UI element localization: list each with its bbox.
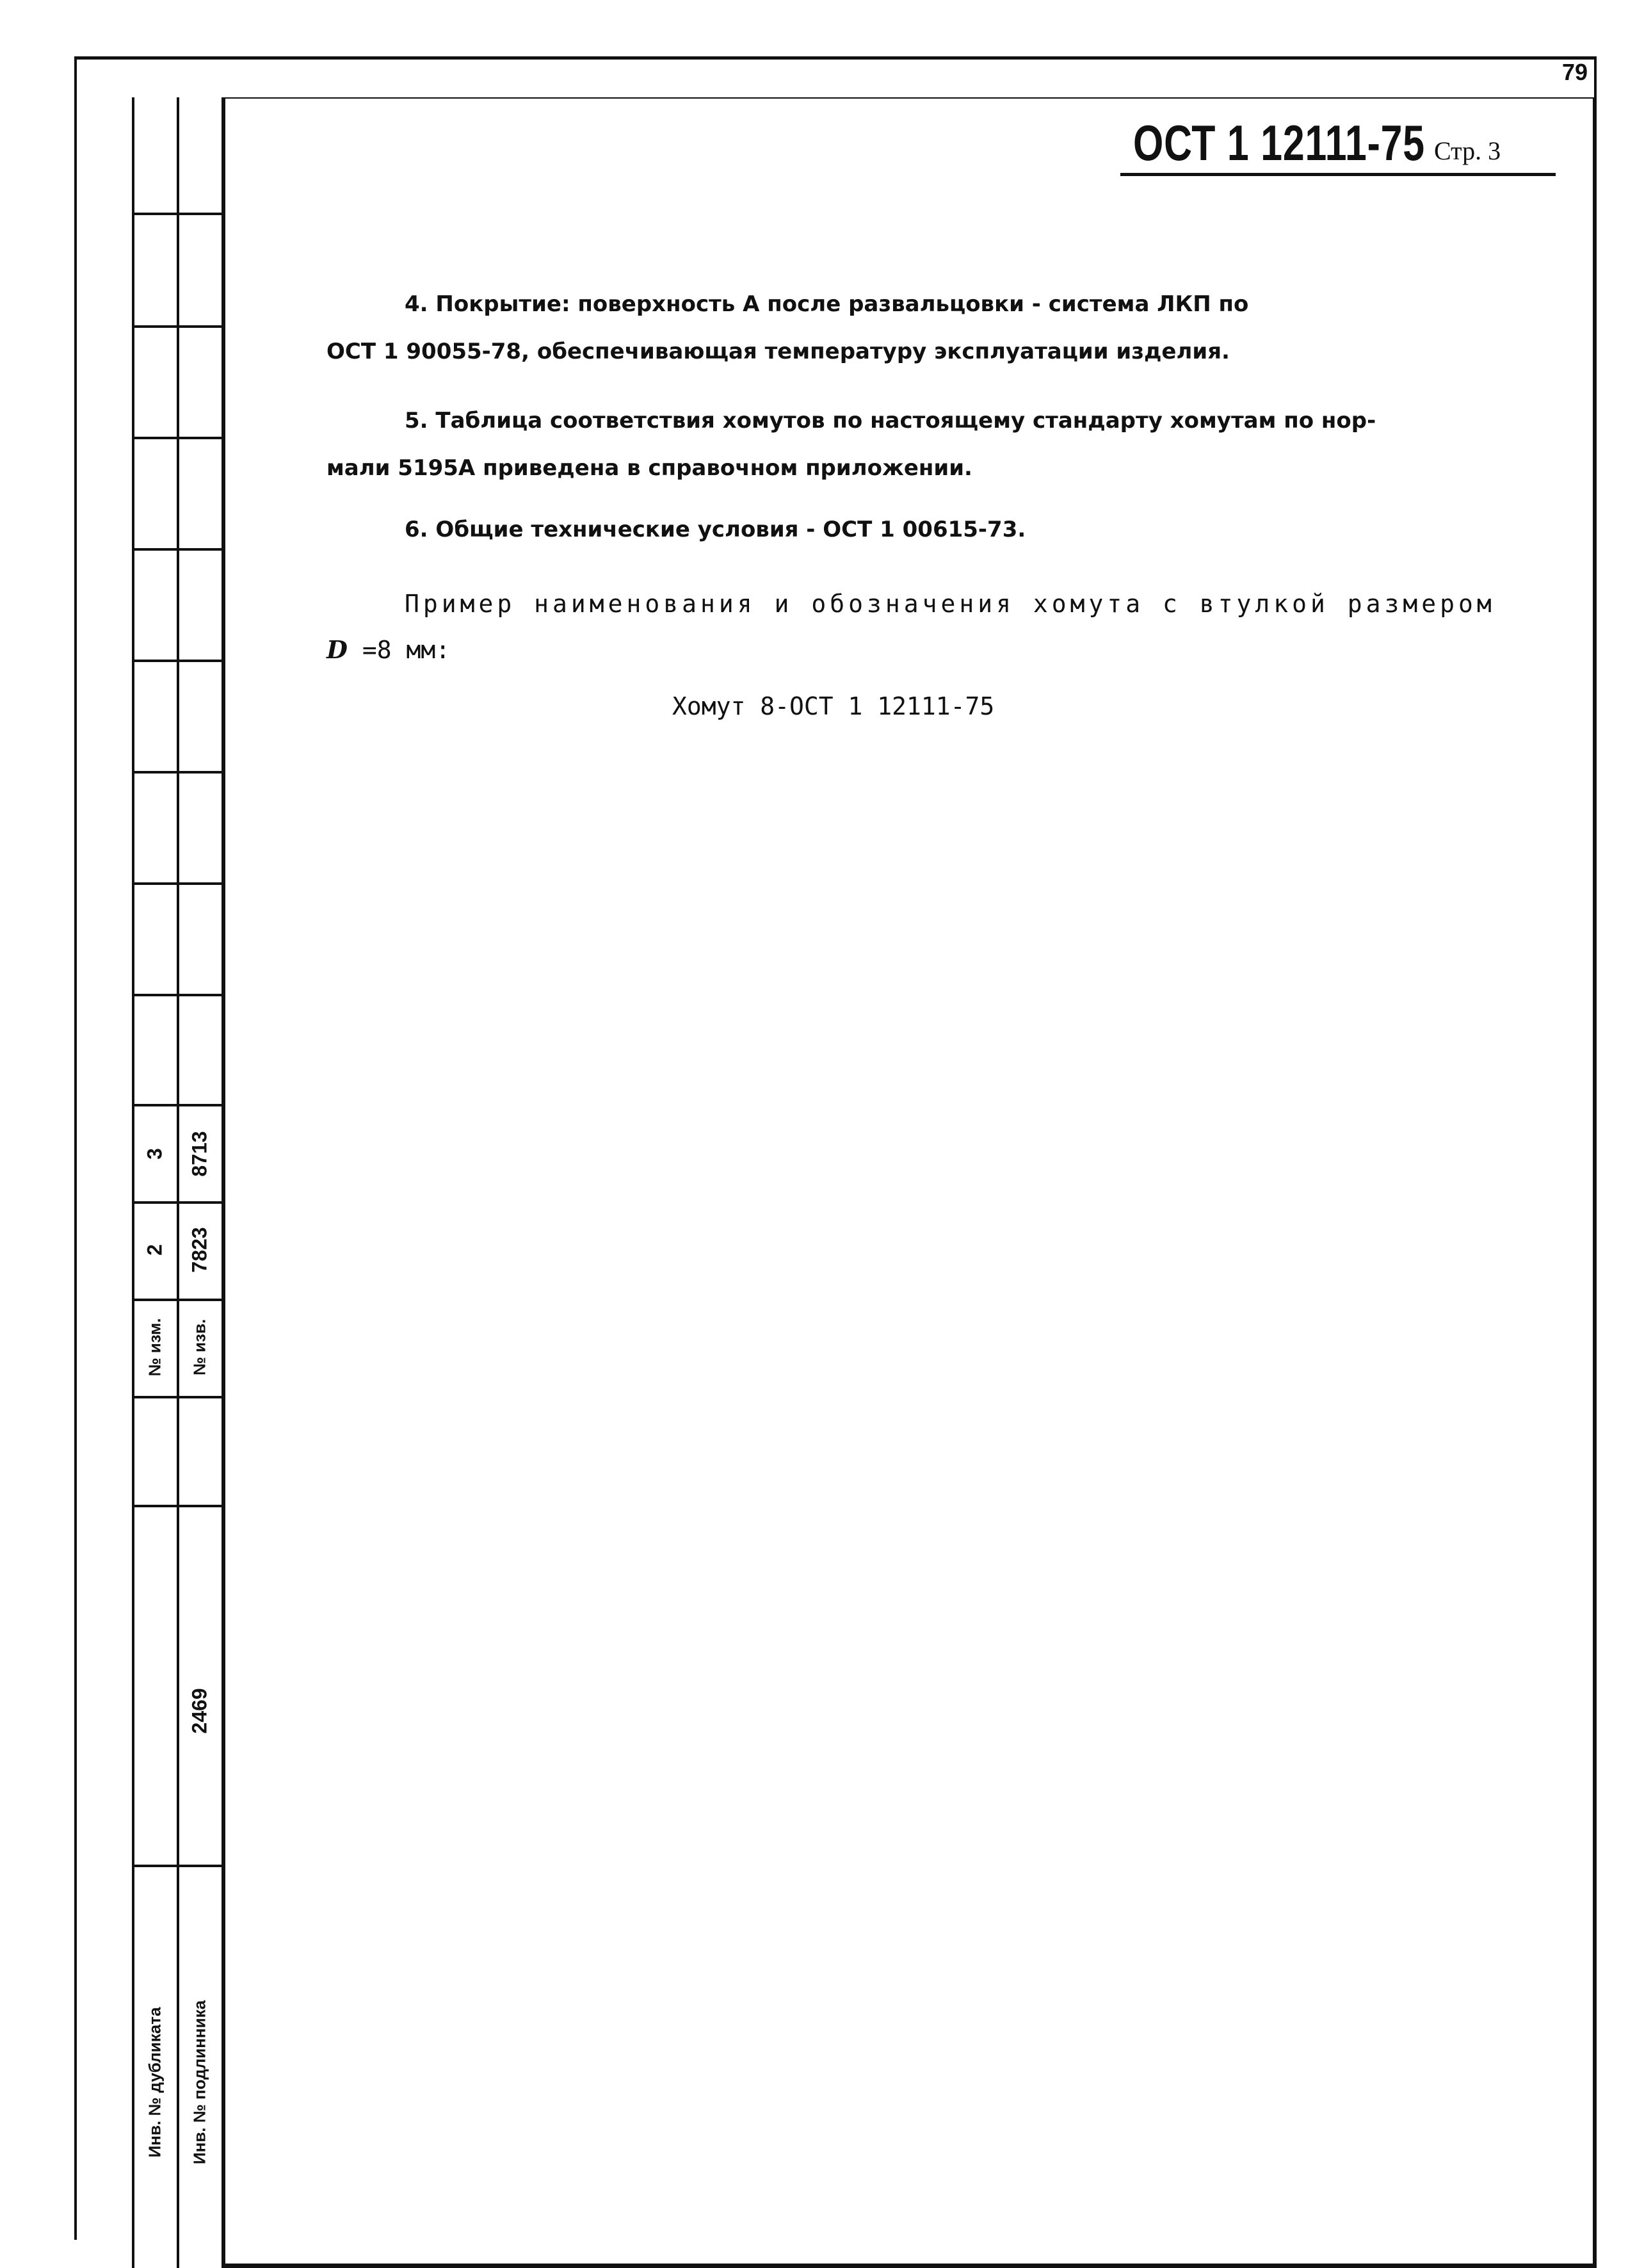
stamp-row-line: [132, 1104, 222, 1106]
stamp-row-line: [132, 437, 222, 439]
example-value: =8 мм:: [347, 636, 451, 664]
original-inventory-number: 2469: [188, 1688, 211, 1734]
designation-example: Хомут 8-ОСТ 1 12111-75: [672, 692, 995, 720]
document-code: ОСТ 1 12111-75: [1133, 115, 1425, 171]
stamp-row-line: [132, 1505, 222, 1507]
sheet-number: 79: [1561, 59, 1588, 85]
original-inventory-label: Инв. № подлинника: [189, 2000, 209, 2165]
stamp-row-line: [132, 548, 222, 551]
stamp-row-line: [132, 882, 222, 885]
item-4-line-1: 4. Покрытие: поверхность А после развальцовки - система ЛКП по: [405, 291, 1249, 317]
header-underline: [1120, 173, 1556, 176]
item-6: 6. Общие технические условия - ОСТ 1 00615-73.: [405, 517, 1026, 542]
notice-number: 7823: [188, 1227, 211, 1273]
stamp-divider: [177, 97, 179, 2268]
example-line-2: [326, 635, 451, 664]
notice-label: № изв.: [189, 1318, 209, 1376]
stamp-row-line: [132, 1865, 222, 1867]
document-header: [1120, 114, 1556, 178]
stamp-row-line: [132, 1201, 222, 1204]
stamp-row-line: [132, 325, 222, 328]
change-label: № изм.: [145, 1318, 165, 1377]
item-5-line-2: мали 5195А приведена в справочном приложении.: [326, 455, 972, 481]
stamp-row-line: [132, 213, 222, 215]
stamp-border-left: [132, 97, 134, 2268]
stamp-row-line: [132, 660, 222, 662]
diameter-symbol: D: [326, 635, 348, 664]
duplicate-inventory-label: Инв. № дубликата: [145, 2007, 165, 2158]
stamp-row-line: [132, 1396, 222, 1398]
item-4-line-2: ОСТ 1 90055-78, обеспечивающая температуру эксплуатации изделия.: [326, 339, 1230, 364]
page-label: Стр. 3: [1434, 136, 1501, 165]
stamp-row-line: [132, 994, 222, 996]
item-5-line-1: 5. Таблица соответствия хомутов по настоящему стандарту хомутам по нор-: [405, 408, 1376, 433]
margin-stamp: [132, 97, 222, 2268]
change-number: 3: [143, 1148, 166, 1160]
change-number: 2: [143, 1244, 166, 1256]
stamp-row-line: [132, 1299, 222, 1301]
notice-number: 8713: [188, 1131, 211, 1177]
stamp-row-line: [132, 771, 222, 774]
example-line-1: Пример наименования и обозначения хомута с втулкой размером: [405, 590, 1495, 618]
